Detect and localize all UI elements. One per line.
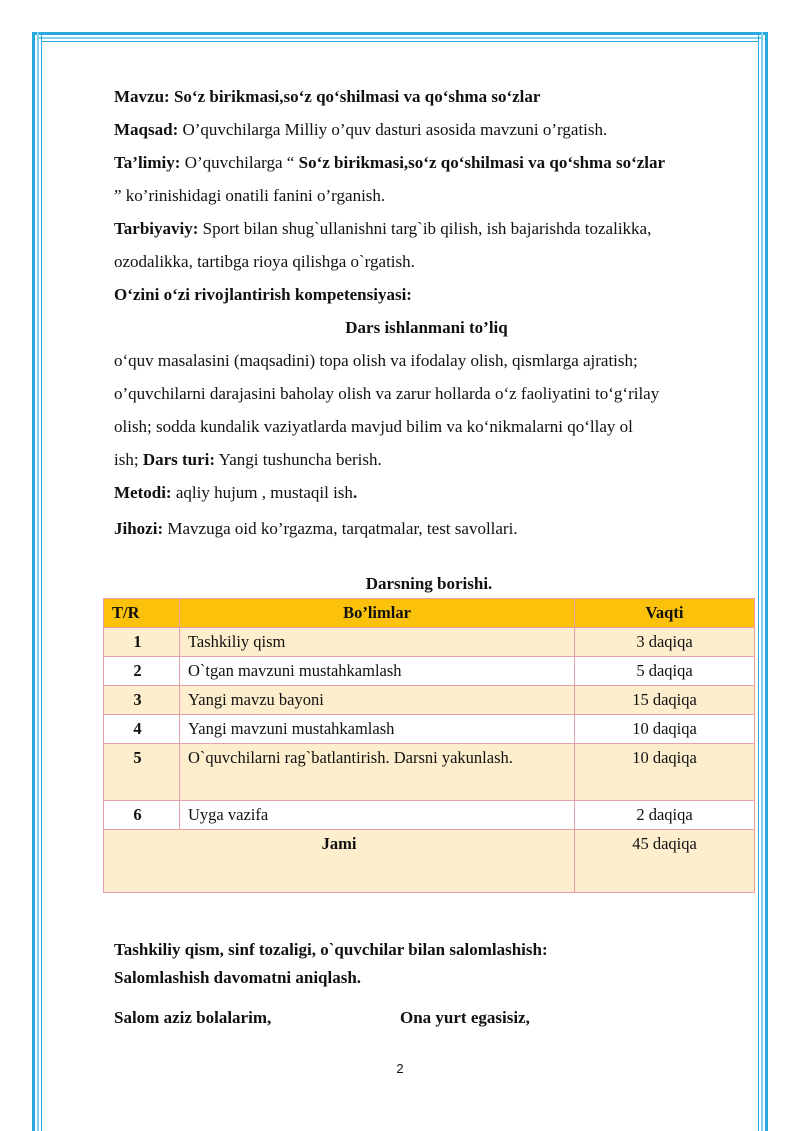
row-section: O`quvchilarni rag`batlantirish. Darsni yakunlash. bbox=[180, 744, 575, 801]
lesson-plan-body bbox=[114, 80, 739, 545]
competency-line-3 bbox=[114, 410, 739, 443]
page-border-top-inner bbox=[37, 37, 763, 39]
table-header-row bbox=[104, 599, 755, 628]
talimiy-line-2 bbox=[114, 179, 739, 212]
tarbiyaviy-text-2: ozodalikka, tartibga rioya qilishga o`rgatish. bbox=[114, 252, 415, 271]
row-time: 10 daqiqa bbox=[575, 715, 755, 744]
page-border-top bbox=[32, 32, 768, 35]
page-number: 2 bbox=[396, 1061, 404, 1076]
table-row bbox=[104, 744, 755, 801]
row-section: Tashkiliy qism bbox=[180, 628, 575, 657]
dars-turi-label: Dars turi: bbox=[142, 450, 216, 469]
row-number: 6 bbox=[104, 801, 180, 830]
competency-line-1 bbox=[114, 344, 739, 377]
talimiy-topic: So‘z birikmasi,so‘z qo‘shilmasi va qo‘shma so‘zlar bbox=[298, 153, 666, 172]
ozini-line bbox=[114, 278, 739, 311]
row-time: 10 daqiqa bbox=[575, 744, 755, 801]
ozini-label: O‘zini o‘zi rivojlantirish kompetensiyasi: bbox=[114, 285, 412, 304]
table-row bbox=[104, 801, 755, 830]
competency-text-1: o‘quv masalasini (maqsadini) topa olish va ifodalay olish, qismlarga ajratish; bbox=[114, 351, 638, 370]
page-border-right-inner bbox=[761, 32, 763, 1131]
row-section: Uyga vazifa bbox=[180, 801, 575, 830]
total-time: 45 daqiqa bbox=[575, 830, 755, 893]
tarbiyaviy-label: Tarbiyaviy: bbox=[114, 219, 199, 238]
greeting-left: Salom aziz bolalarim, bbox=[114, 1008, 272, 1027]
table-total-row bbox=[104, 830, 755, 893]
row-time: 15 daqiqa bbox=[575, 686, 755, 715]
talimiy-text: O’quvchilarga “ bbox=[184, 153, 299, 172]
page-border-right bbox=[765, 32, 768, 1131]
competency-line-4 bbox=[114, 443, 739, 476]
row-time: 3 daqiqa bbox=[575, 628, 755, 657]
row-section: Yangi mavzu bayoni bbox=[180, 686, 575, 715]
table-row bbox=[104, 628, 755, 657]
row-number: 2 bbox=[104, 657, 180, 686]
header-sections: Bo’limlar bbox=[180, 599, 575, 628]
footer-line-2: Salomlashish davomatni aniqlash. bbox=[114, 968, 362, 987]
page-border-left-inner bbox=[37, 32, 39, 1131]
talimiy-text-2: ” ko’rinishidagi onatili fanini o’rganish. bbox=[114, 186, 386, 205]
table-row bbox=[104, 686, 755, 715]
talimiy-label: Ta’limiy: bbox=[114, 153, 181, 172]
greeting-right: Ona yurt egasisiz, bbox=[400, 1008, 530, 1027]
row-time: 2 daqiqa bbox=[575, 801, 755, 830]
row-number: 5 bbox=[104, 744, 180, 801]
row-number: 4 bbox=[104, 715, 180, 744]
competency-text-3: olish; sodda kundalik vaziyatlarda mavjud bilim va ko‘nikmalarni qo‘llay ol bbox=[114, 417, 633, 436]
total-label: Jami bbox=[104, 830, 575, 893]
row-section: O`tgan mavzuni mustahkamlash bbox=[180, 657, 575, 686]
table-row bbox=[104, 715, 755, 744]
jihozi-line bbox=[114, 512, 739, 545]
competency-line-2 bbox=[114, 377, 739, 410]
page-border-left bbox=[32, 32, 35, 1131]
competency-text-2: o’quvchilarni darajasini baholay olish va zarur hollarda o‘z faoliyatini to‘g‘rilay bbox=[114, 384, 660, 403]
row-number: 3 bbox=[104, 686, 180, 715]
talimiy-line bbox=[114, 146, 739, 179]
footer-line-1: Tashkiliy qism, sinf tozaligi, o`quvchilar bilan salomlashish: bbox=[114, 940, 548, 959]
row-time: 5 daqiqa bbox=[575, 657, 755, 686]
row-number: 1 bbox=[104, 628, 180, 657]
page-border-right-inner2 bbox=[758, 32, 759, 1131]
mavzu-text: So‘z birikmasi,so‘z qo‘shilmasi va qo‘shma so‘zlar bbox=[173, 87, 541, 106]
metodi-text: aqliy hujum , mustaqil ish bbox=[171, 483, 353, 502]
mavzu-line bbox=[114, 80, 739, 113]
metodi-dot: . bbox=[352, 483, 358, 502]
maqsad-label: Maqsad: bbox=[114, 120, 179, 139]
table-row bbox=[104, 657, 755, 686]
jihozi-label: Jihozi: bbox=[114, 519, 164, 538]
page-border-left-inner2 bbox=[41, 32, 42, 1131]
lesson-schedule-table bbox=[103, 598, 755, 893]
mavzu-label: Mavzu: bbox=[114, 87, 170, 106]
jihozi-text: Mavzuga oid ko’rgazma, tarqatmalar, test savollari. bbox=[167, 519, 518, 538]
row-section: Yangi mavzuni mustahkamlash bbox=[180, 715, 575, 744]
competency-text-4: ish; bbox=[114, 450, 143, 469]
dars-turi-text: Yangi tushuncha berish. bbox=[215, 450, 382, 469]
footer-block bbox=[114, 936, 548, 992]
tarbiyaviy-text: Sport bilan shug`ullanishni targ`ib qilish, ish bajarishda tozalikka, bbox=[202, 219, 652, 238]
tarbiyaviy-line bbox=[114, 212, 739, 245]
maqsad-text: O’quvchilarga Milliy o’quv dasturi asosida mavzuni o’rgatish. bbox=[182, 120, 608, 139]
header-time: Vaqti bbox=[575, 599, 755, 628]
header-tr: T/R bbox=[104, 599, 180, 628]
maqsad-line bbox=[114, 113, 739, 146]
table-title: Darsning borishi. bbox=[365, 574, 493, 593]
metodi-label: Metodi: bbox=[114, 483, 172, 502]
page-border-top-inner2 bbox=[41, 41, 759, 42]
dars-heading bbox=[114, 311, 739, 344]
metodi-line bbox=[114, 476, 739, 509]
dars-heading-text: Dars ishlanmani to’liq bbox=[345, 318, 508, 337]
tarbiyaviy-line-2 bbox=[114, 245, 739, 278]
